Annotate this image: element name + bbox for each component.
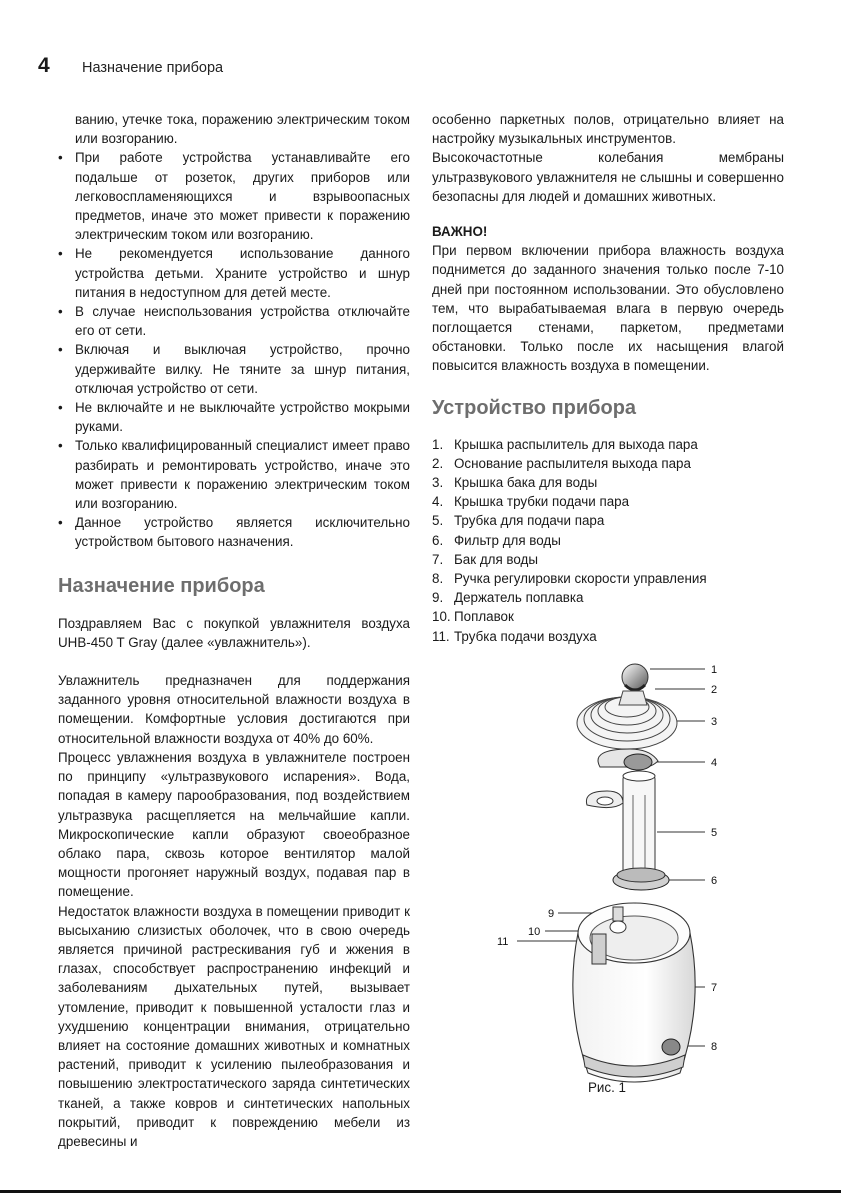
callout-label: 6 (711, 875, 718, 887)
section-heading-purpose: Назначение прибора (58, 574, 265, 597)
bullet-item: • Данное устройство является исключительно устройством бытового назначения. (58, 513, 410, 551)
bullet-continuation: ванию, утечке тока, поражению электрическим током или возгоранию. (75, 112, 410, 147)
figure-caption: Рис. 1 (588, 1080, 626, 1095)
callout-label: 1 (711, 664, 718, 676)
callout-label: 7 (711, 982, 718, 994)
paragraph: Высокочастотные колебания мембраны ультразвукового увлажнителя не слышны и совершенно безопасны для людей и домашних животных. (432, 150, 784, 204)
bullet-item: • Только квалифицированный специалист имеет право разбирать и ремонтировать устройство, иначе это может привести к поражению электрическим током или возгоранию. (58, 436, 410, 513)
humidifier-diagram (495, 655, 730, 1100)
list-item: 8. Ручка регулировки скорости управления (432, 571, 707, 587)
callout-label: 4 (711, 757, 718, 769)
important-label: ВАЖНО! (432, 224, 488, 240)
list-item: 1. Крышка распылитель для выхода пара (432, 436, 698, 452)
list-item: 10. Поплавок (432, 609, 514, 625)
bullet-item: • Включая и выключая устройство, прочно удерживайте вилку. Не тяните за шнур питания, отключая устройство от сети. (58, 340, 410, 398)
callout-label: 9 (548, 908, 555, 920)
bullet-item: • В случае неиспользования устройства отключайте его от сети. (58, 302, 410, 340)
running-title: Назначение прибора (82, 60, 224, 76)
bullet-item: • При работе устройства устанавливайте его подальше от розеток, других приборов или легковоспламеняющихся и взрывоопасных предметов, иначе это может привести к поражению электрическим током или возгоранию. (58, 148, 410, 244)
bullet-item: • Не включайте и не выключайте устройство мокрыми руками. (58, 398, 410, 436)
list-item: 2. Основание распылителя выхода пара (432, 455, 691, 471)
paragraph: Недостаток влажности воздуха в помещении приводит к высыханию слизистых оболочек, что в свою очередь является причиной растрескивания губ и жжения в глазах, способствует распространению инфекций и заболеваниям дыхательных путей, вызывает утомление, приводит к повышенной усталости глаз и ухудшению концентрации внимания, отрицательно влияет на состояние домашних животных и комнатных растений, приводит к усилению пылеобразования и повышению электростатического заряда синтетических тканей, а также ковров и синтетических напольных покрытий, приводит к повреждению мебели из древесины и (58, 903, 410, 1149)
bullet-item: • Не рекомендуется использование данного устройства детьми. Храните устройство и шнур питания в недоступном для детей месте. (58, 244, 410, 302)
left-column (58, 110, 410, 1151)
paragraph: Увлажнитель предназначен для поддержания заданного уровня относительной влажности воздуха в помещении. Комфортные условия достигаются при относительной влажности воздуха от 40% до 60%. (58, 673, 410, 746)
callout-label: 2 (711, 684, 718, 696)
right-column (432, 110, 784, 646)
list-item: 5. Трубка для подачи пара (432, 513, 605, 529)
list-item: 3. Крышка бака для воды (432, 475, 598, 491)
section-heading-device: Устройство прибора (432, 396, 637, 419)
paragraph: Процесс увлажнения воздуха в увлажнителе построен по принципу «ультразвукового испарения». Вода, попадая в камеру парообразования, под воздействием ультразвука расщепляется на мельчайшие капли. Микроскопические капли образуют своеобразное облако пара, сквозь которое вентилятор малой мощности прогоняет наружный воздух, подавая пар в помещение. (58, 749, 410, 900)
list-item: 4. Крышка трубки подачи пара (432, 494, 630, 510)
list-item: 6. Фильтр для воды (432, 532, 561, 548)
safety-bullet-list (58, 110, 410, 552)
callout-label: 10 (528, 926, 541, 938)
congrats-paragraph: Поздравляем Вас с покупкой увлажнителя воздуха UHB-450 T Gray (далее «увлажнитель»). (58, 615, 410, 650)
list-item: 11. Трубка подачи воздуха (432, 628, 597, 644)
callout-label: 11 (497, 936, 509, 948)
page-number: 4 (38, 54, 50, 77)
callout-label: 3 (711, 716, 718, 728)
page-header (38, 54, 223, 78)
lid-rings (577, 691, 677, 749)
important-paragraph: При первом включении прибора влажность воздуха поднимется до заданного значения только после 7-10 дней при постоянном использовании. Это обусловлено тем, что вырабатываемая влага в первую очередь поглощается стенами, паркетом, предметами обстановки. Только после их насыщения влагой повысится влажность воздуха в помещении. (432, 243, 784, 374)
paragraph: особенно паркетных полов, отрицательно влияет на настройку музыкальных инструментов. (432, 112, 784, 147)
humidifier-illustration (495, 655, 730, 1100)
list-item: 7. Бак для воды (432, 551, 538, 567)
parts-list (432, 435, 784, 646)
callout-label: 8 (711, 1041, 718, 1053)
callout-label: 5 (711, 827, 718, 839)
list-item: 9. Держатель поплавка (432, 590, 584, 606)
